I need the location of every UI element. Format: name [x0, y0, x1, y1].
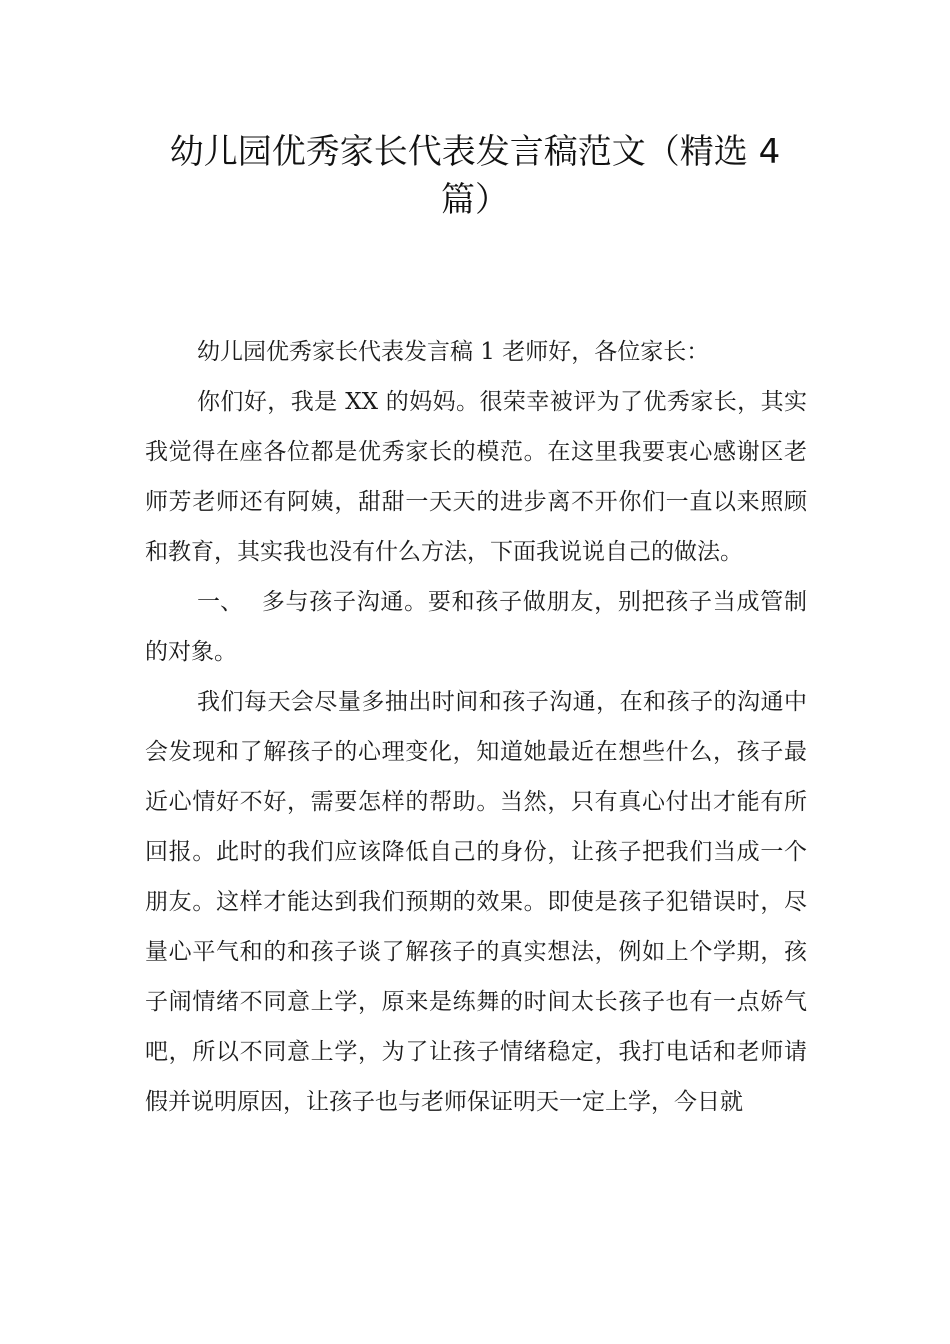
list-number: 一、	[197, 589, 243, 615]
paragraph-greeting: 幼儿园优秀家长代表发言稿 1 老师好，各位家长：	[197, 339, 710, 365]
document-title	[120, 128, 830, 224]
paragraph-intro: 你们好，我是 XX 的妈妈。很荣幸被评为了优秀家长，其实我觉得在座各位都是优秀家长的模范。在这里我要衷心感谢区老师芳老师还有阿姨，甜甜一天天的进步离不开你们一直以来照顾和教育，其实我也没有什么方法，下面我说说自己的做法。	[145, 389, 807, 565]
list-item-1	[145, 577, 807, 677]
document-body	[145, 327, 807, 1127]
paragraph-communication: 我们每天会尽量多抽出时间和孩子沟通，在和孩子的沟通中会发现和了解孩子的心理变化，知道她最近在想些什么，孩子最近心情好不好，需要怎样的帮助。当然，只有真心付出才能有所回报。此时的我们应该降低自己的身份，让孩子把我们当成一个朋友。这样才能达到我们预期的效果。即使是孩子犯错误时，尽量心平气和的和孩子谈了解孩子的真实想法，例如上个学期，孩子闹情绪不同意上学，原来是练舞的时间太长孩子也有一点娇气吧，所以不同意上学，为了让孩子情绪稳定，我打电话和老师请假并说明原因，让孩子也与老师保证明天一定上学，今日就	[145, 689, 807, 1115]
title-line-2: 篇）	[441, 180, 509, 220]
title-line-1: 幼儿园优秀家长代表发言稿范文（精选 4	[169, 132, 781, 172]
list-text: 多与孩子沟通。要和孩子做朋友，别把孩子当成管制的对象。	[145, 589, 807, 665]
